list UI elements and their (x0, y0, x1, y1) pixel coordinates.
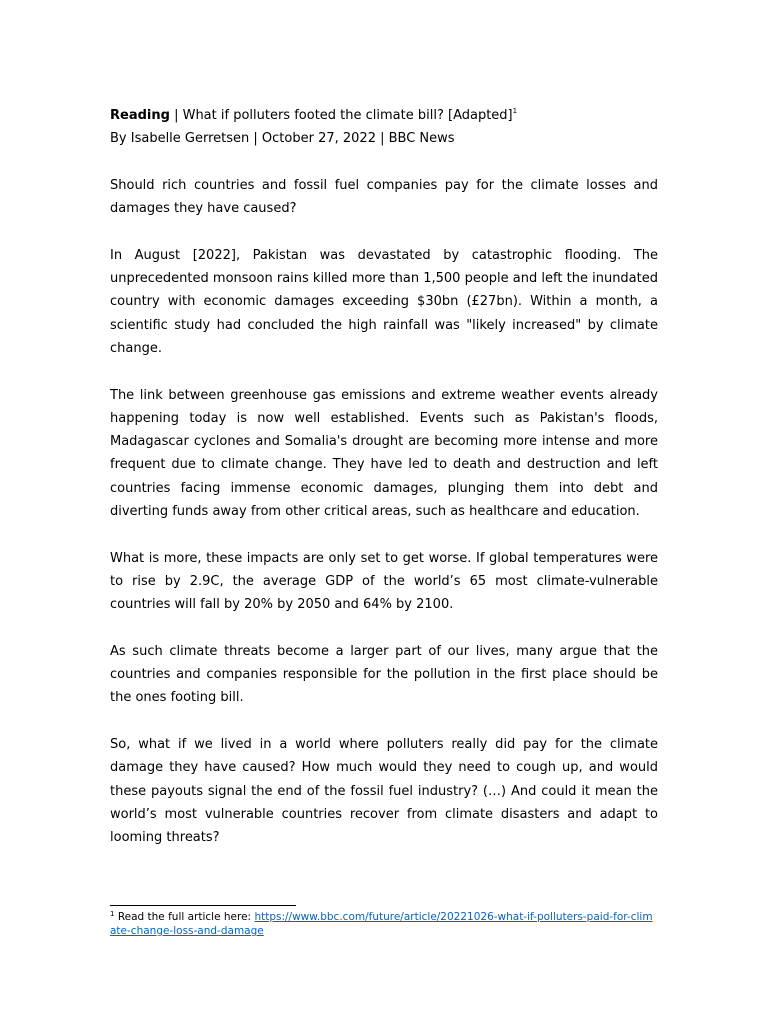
paragraph-emissions-link: The link between greenhouse gas emissions and extreme weather events already happening today is now well established. Events such as Pakistan's floods, Madagascar cyclones and Somalia's drought are becoming more intense and more frequent due to climate change. They have led to death and destruction and left countries facing immense economic damages, plunging them into debt and diverting funds away from other critical areas, such as healthcare and education. (110, 387, 658, 520)
paragraph-pakistan-floods: In August [2022], Pakistan was devastated by catastrophic flooding. The unprecedented monsoon rains killed more than 1,500 people and left the inundated country with economic damages exceeding $30bn (£27bn). Within a month, a scientific study had concluded the high rainfall was "likely increased" by climate change. (110, 247, 658, 356)
footnote-divider (110, 905, 296, 906)
footnote (110, 910, 658, 938)
article-title: What if polluters footed the climate bill? [Adapted] (182, 108, 513, 123)
document-body (110, 104, 658, 873)
article-header (110, 104, 658, 151)
byline: By Isabelle Gerretsen | October 27, 2022 | BBC News (110, 131, 455, 147)
footnote-link[interactable]: https://www.bbc.com/future/article/20221026-what-if-polluters-paid-for-climate-change-loss-and-damage (110, 911, 653, 937)
title-line (110, 104, 658, 127)
reading-label: Reading (110, 108, 170, 123)
footnote-marker: 1 (110, 910, 115, 918)
footnote-text: Read the full article here: (117, 911, 252, 923)
paragraph-intro: Should rich countries and fossil fuel companies pay for the climate losses and damages they have caused? (110, 177, 658, 217)
paragraph-questions: So, what if we lived in a world where polluters really did pay for the climate damage they have caused? How much would they need to cough up, and would these payouts signal the end of the fossil fuel industry? (…) And could it mean the world’s most vulnerable countries recover from climate disasters and adapt to looming threats? (110, 737, 658, 846)
paragraph-responsibility: As such climate threats become a larger part of our lives, many argue that the countries and companies responsible for the pollution in the first place should be the ones footing bill. (110, 643, 658, 706)
title-separator: | (174, 108, 179, 123)
footnote-reference[interactable]: 1 (512, 107, 518, 115)
paragraph-gdp-impact: What is more, these impacts are only set to get worse. If global temperatures were to rise by 2.9C, the average GDP of the world’s 65 most climate-vulnerable countries will fall by 20% by 2050 and 64% by 2100. (110, 550, 658, 613)
